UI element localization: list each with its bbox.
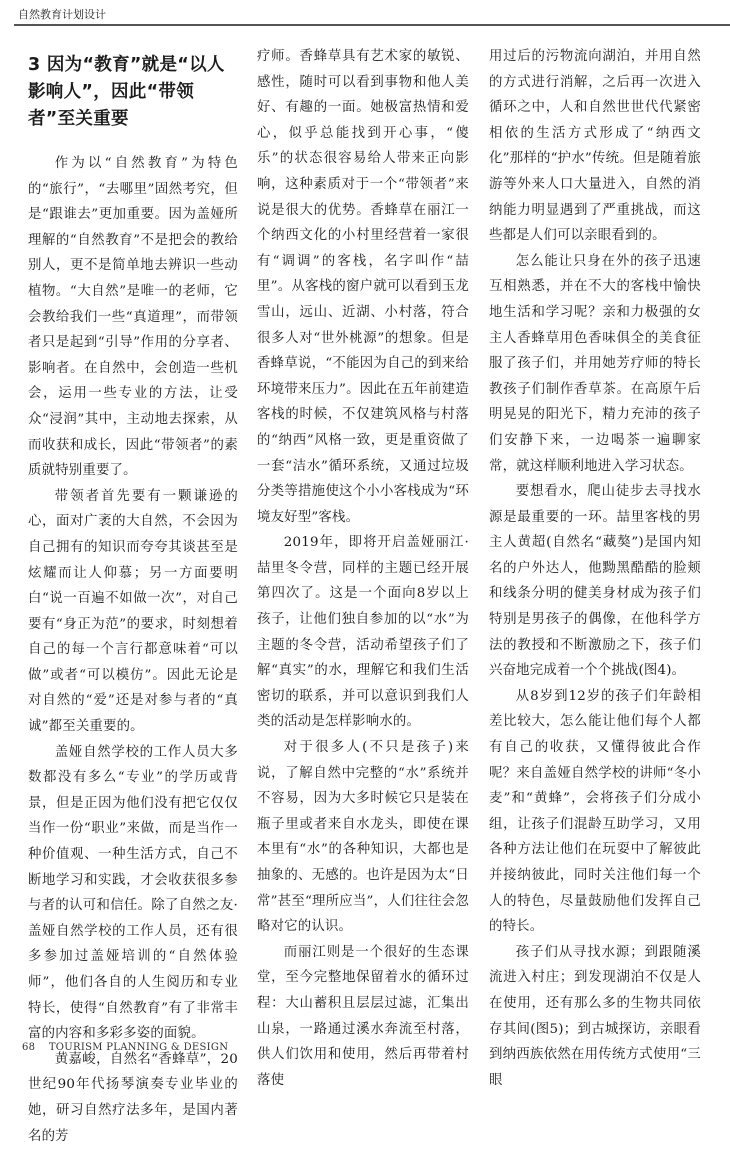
- paragraph: 作为以“自然教育”为特色的“旅行”，“去哪里”固然考究，但是“跟谁去”更加重要。因为盖娅所理解的“自然教育”不是把会的教给别人，更不是简单地去辨识一些动植物。“大自然”是唯一的老师，它会教给我们一些“真道理”，而带领者只是起到“引导”作用的分享者、影响者。在自然中，会创造一些机会，运用一些专业的方法，让受众“浸润”其中，主动地去探索，从而收获和成长，因此“带领者”的素质就特别重要了。: [28, 156, 238, 479]
- paragraph: 用过后的污物流向湖泊，并用自然的方式进行消解，之后再一次进入循环之中，人和自然世世代代紧密相依的生活方式形成了“纳西文化”那样的“护水”传统。但是随着旅游等外来人口大量进入，自然的消纳能力明显遇到了严重挑战，而这些都是人们可以亲眼看到的。: [489, 49, 701, 244]
- header-rule: [14, 24, 730, 26]
- section-label: 自然教育计划设计: [18, 8, 106, 21]
- column-2: [257, 44, 469, 1088]
- journal-name: TOURISM PLANNING & DESIGN: [48, 1042, 229, 1053]
- paragraph: 从8岁到12岁的孩子们年龄相差比较大，怎么能让他们每个人都有自己的收获，又懂得彼此合作呢？来自盖娅自然学校的讲师“冬小麦”和“黄蜂”，会将孩子们分成小组，让孩子们混龄互助学习，又用各种方法让他们在玩耍中了解彼此并接纳彼此，同时关注他们每一个人的特色，尽量鼓励他们发挥自己的特长。: [489, 688, 701, 935]
- paragraph: 孩子们从寻找水源；到跟随溪流进入村庄；到发现湖泊不仅是人在使用，还有那么多的生物共同依存其间(图5)；到古城探访，亲眼看到纳西族依然在用传统方式使用“三眼: [489, 944, 701, 1088]
- paragraph: 疗师。香蜂草具有艺术家的敏锐、感性，随时可以看到事物和他人美好、有趣的一面。她极富热情和爱心，似乎总能找到开心事，“傻乐”的状态很容易给人带来正向影响，这种素质对于一个“带领者”来说是很大的优势。香蜂草在丽江一个纳西文化的小村里经营着一家很有“调调”的客栈，名字叫作“喆里”。从客栈的窗户就可以看到玉龙雪山，远山、近湖、小村落，符合很多人对“世外桃源”的想象。但是香蜂草说，“不能因为自己的到来给环境带来压力”。因此在五年前建造客栈的时候，不仅建筑风格与村落的“纳西”风格一致，更是重资做了一套“洁水”循环系统，又通过垃圾分类等措施使这个小小客栈成为“环境友好型”客栈。: [257, 49, 469, 525]
- paragraph: 怎么能让只身在外的孩子迅速互相熟悉，并在不大的客栈中愉快地生活和学习呢？亲和力极强的女主人香蜂草用色香味俱全的美食征服了孩子们，并用她芳疗师的特长教孩子们制作香草茶。在高原午后明晃晃的阳光下，精力充沛的孩子们安静下来，一边喝茶一遍聊家常，就这样顺利地进入学习状态。: [489, 253, 701, 474]
- page-number: 68: [22, 1042, 36, 1053]
- page-footer: [22, 1042, 228, 1053]
- paragraph: 而丽江则是一个很好的生态课堂，至今完整地保留着水的循环过程：大山蓄积且层层过滤，汇集出山泉，一路通过溪水奔流至村落，供人们饮用和使用，然后再带着村落使: [257, 944, 469, 1088]
- paragraph: 要想看水，爬山徒步去寻找水源是最重要的一环。喆里客栈的男主人黄超(自然名“藏獒”)是国内知名的户外达人，他黝黑酷酷的脸颊和线条分明的健美身材成为孩子们特别是男孩子的偶像，在他科学方法的教授和不断激励之下，孩子们兴奋地完成着一个个挑战(图4)。: [489, 484, 701, 679]
- section-heading: 3 因为“教育”就是“以人影响人”，因此“带领者”至关重要: [28, 55, 225, 129]
- paragraph: 黄嘉峻，自然名“香蜂草”，20世纪90年代扬琴演奏专业毕业的她，研习自然疗法多年，是国内著名的芳: [28, 1051, 238, 1144]
- column-3: [489, 44, 701, 1088]
- paragraph: 盖娅自然学校的工作人员大多数都没有多么“专业”的学历或背景，但是正因为他们没有把它仅仅当作一份“职业”来做，而是当作一种价值观、一种生活方式，自己不断地学习和实践，才会收获很多参与者的认可和信任。除了自然之友·盖娅自然学校的工作人员，还有很多参加过盖娅培训的“自然体验师”，他们各自的人生阅历和专业特长，使得“自然教育”有了非常丰富的内容和多彩多姿的面貌。: [28, 744, 238, 1042]
- page-header: [0, 0, 730, 26]
- paragraph: 带领者首先要有一颗谦逊的心，面对广袤的大自然，不会因为自己拥有的知识而夸夸其谈甚至是炫耀而让人仰慕；另一方面要明白“说一百遍不如做一次”，对自己要有“身正为范”的要求，时刻想着自己的每一个言行都意味着“可以做”或者“可以模仿”。因此无论是对自然的“爱”还是对参与者的“真诚”都至关重要的。: [28, 488, 238, 735]
- paragraph: 2019年，即将开启盖娅丽江·喆里冬令营，同样的主题已经开展第四次了。这是一个面向8岁以上孩子，让他们独自参加的以“水”为主题的冬令营，活动希望孩子们了解“真实”的水，理解它和我们生活密切的联系，并可以意识到我们人类的活动是怎样影响水的。: [257, 535, 469, 730]
- paragraph: 对于很多人(不只是孩子)来说，了解自然中完整的“水”系统并不容易，因为大多时候它只是装在瓶子里或者来自水龙头，即使在课本里有“水”的各种知识，大都也是抽象的、无感的。也许是因为太“日常”甚至“理所应当”，人们往往会忽略对它的认识。: [257, 740, 469, 935]
